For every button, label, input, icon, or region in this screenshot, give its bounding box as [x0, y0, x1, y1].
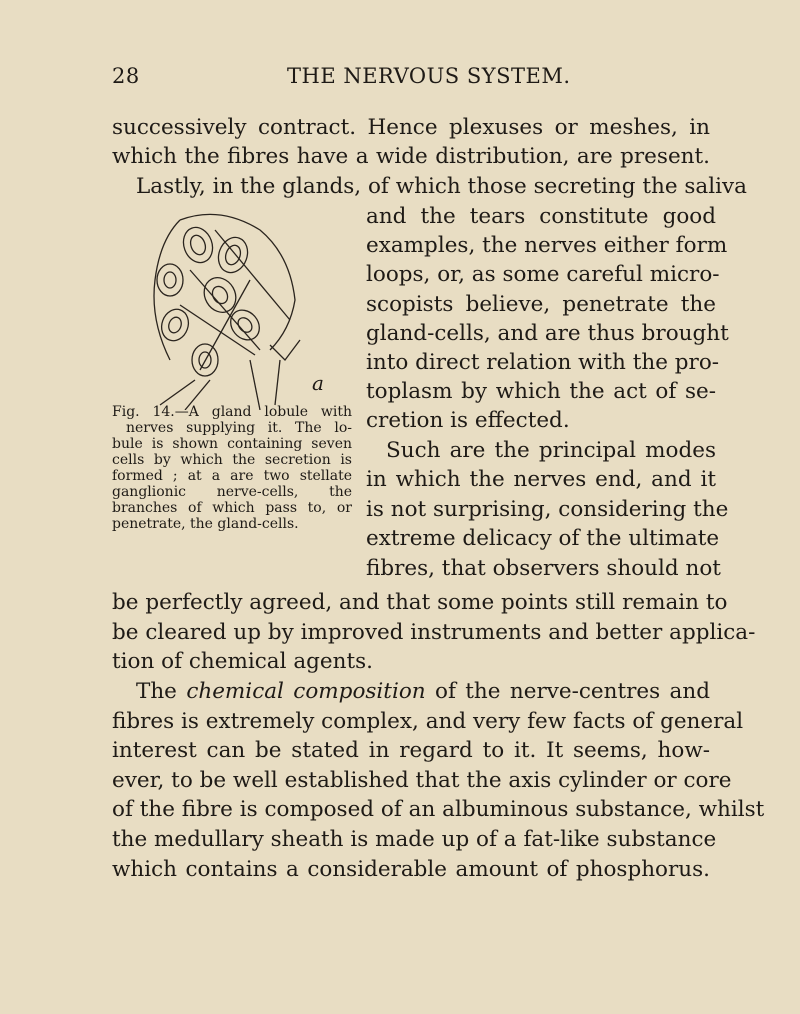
- emphasis-chemical-composition: chemical composition: [186, 679, 426, 704]
- text-line: cretion is effected.: [366, 408, 570, 433]
- text-line: is not surprising, considering the: [366, 497, 729, 522]
- text-line: interest can be stated in regard to it. It seems, how-: [112, 738, 710, 763]
- caption-line: nerves supplying it. The lo-: [126, 420, 352, 436]
- running-title: THE NERVOUS SYSTEM.: [287, 64, 571, 88]
- text-line: extreme delicacy of the ultimate: [366, 526, 720, 551]
- paragraph2-lead: The: [136, 679, 177, 704]
- caption-line: Fig. 14.—A gland lobule with: [112, 404, 352, 420]
- caption-line: penetrate, the gland-cells.: [112, 516, 299, 532]
- running-header: [112, 64, 708, 94]
- caption-line: branches of which pass to, or: [112, 500, 352, 516]
- text-line: Such are the principal modes: [386, 438, 716, 463]
- text-line: ever, to be well established that the axis cylinder or core: [112, 768, 732, 793]
- text-line: toplasm by which the act of se-: [366, 379, 716, 404]
- text-line: tion of chemical agents.: [112, 649, 373, 674]
- text-line: loops, or, as some careful micro-: [366, 262, 720, 287]
- text-line: fibres is extremely complex, and very few facts of general: [112, 709, 744, 734]
- text-line: [136, 677, 710, 707]
- text-line: examples, the nerves either form: [366, 233, 728, 258]
- caption-line: ganglionic nerve-cells, the: [112, 484, 352, 500]
- text-line: gland-cells, and are thus brought: [366, 321, 729, 346]
- text-line: be cleared up by improved instruments and better applica-: [112, 620, 756, 645]
- figure-label-a: a: [312, 371, 324, 395]
- caption-line: formed ; at a are two stellate: [112, 468, 352, 484]
- text-line: in which the nerves end, and it: [366, 467, 716, 492]
- text-line: successively contract. Hence plexuses or meshes, in: [112, 115, 710, 140]
- paragraph2-tail: of the nerve-centres and: [435, 679, 710, 704]
- text-line: into direct relation with the pro-: [366, 350, 720, 375]
- caption-line: bule is shown containing seven: [112, 436, 352, 452]
- text-line: which the fibres have a wide distribution, are present.: [112, 144, 710, 169]
- text-line: and the tears constitute good: [366, 204, 716, 229]
- caption-line: cells by which the secretion is: [112, 452, 352, 468]
- text-line: fibres, that observers should not: [366, 556, 721, 581]
- page-number: 28: [112, 64, 140, 88]
- text-line: which contains a considerable amount of phosphorus.: [112, 857, 710, 882]
- text-line: of the fibre is composed of an albuminous substance, whilst: [112, 797, 765, 822]
- gland-lobule-illustration: [140, 210, 340, 410]
- text-line: be perfectly agreed, and that some points still remain to: [112, 590, 728, 615]
- text-line: scopists believe, penetrate the: [366, 292, 716, 317]
- text-line: Lastly, in the glands, of which those secreting the saliva: [136, 174, 747, 199]
- figure-caption: [112, 404, 352, 532]
- text-line: the medullary sheath is made up of a fat-like substance: [112, 827, 717, 852]
